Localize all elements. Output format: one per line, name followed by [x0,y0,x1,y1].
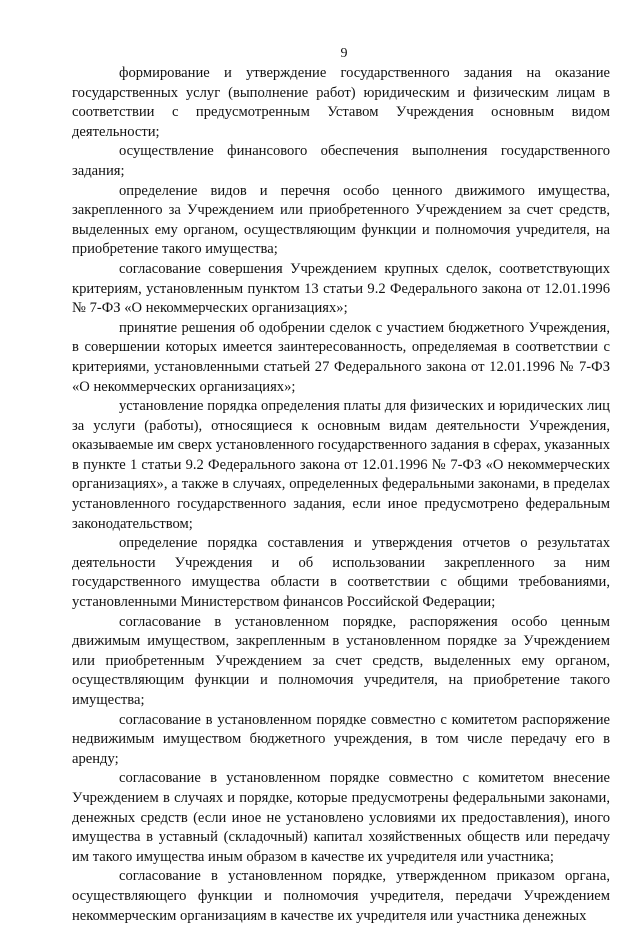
paragraph-reporting-procedure: определение порядка составления и утверждения отчетов о результатах деятельности Учреждения и об использовании закрепленного за ним государственного имущества области в соответствии с общими требованиями, установленными Министерством финансов Российской Федерации; [72,535,610,611]
paragraph-capital-contribution: согласование в установленном порядке совместно с комитетом внесение Учреждением в случаях и порядке, которые предусмотрены федеральными законами, денежных средств (если иное не установлено условиями их предоставления), иного имущества в уставный (складочный) капитал хозяйственных обществ или передачу им такого имущества иным образом в качестве их учредителя или участника; [72,770,610,865]
paragraph-fee-procedure: установление порядка определения платы для физических и юридических лиц за услуги (работы), относящиеся к основным видам деятельности Учреждения, оказываемые им сверх установленного государственного задания в сферах, указанных в пункте 1 статьи 9.2 Федерального закона от 12.01.1996 № 7-ФЗ «О некоммерческих организациях», а также в случаях, определенных федеральными законами, в пределах установленного государственного задания, если иное предусмотрено федеральным законодательством; [72,398,610,532]
paragraph-nonprofit-transfer: согласование в установленном порядке, утвержденном приказом органа, осуществляющего функции и полномочия учредителя, передачи Учреждением некоммерческим организациям в качестве их учредителя или участника денежных [72,868,610,924]
paragraph-financial-support: осуществление финансового обеспечения выполнения государственного задания; [72,143,610,179]
paragraph-state-assignment: формирование и утверждение государственного задания на оказание государственных услуг (выполнение работ) юридическим и физическим лицам в соответствии с предусмотренным Уставом Учреждения основным видом деятельности; [72,65,610,140]
page-number: 9 [340,46,348,61]
document-body [72,64,610,926]
paragraph-valuable-property: определение видов и перечня особо ценного движимого имущества, закрепленного за Учреждением или приобретенного Учреждением за счет средств, выделенных ему органом, осуществляющим функции и полномочия учредителя, на приобретение такого имущества; [72,182,610,258]
paragraph-interested-deals: принятие решения об одобрении сделок с участием бюджетного Учреждения, в совершении которых имеется заинтересованность, определяемая в соответствии с критериями, установленными статьей 27 Федерального закона от 12.01.1996 № 7-ФЗ «О некоммерческих организациях»; [72,319,610,395]
paragraph-major-deals: согласование совершения Учреждением крупных сделок, соответствующих критериям, установленным пунктом 13 статьи 9.2 Федерального закона от 12.01.1996 № 7-ФЗ «О некоммерческих организациях»; [72,260,610,317]
paragraph-movable-property-disposal: согласование в установленном порядке, распоряжения особо ценным движимым имуществом, закрепленным в установленном порядке за Учреждением или приобретенным Учреждением за счет средств, выделенных ему органом, осуществляющим функции и полномочия учредителя, на приобретение такого имущества; [72,613,610,708]
paragraph-real-estate-disposal: согласование в установленном порядке совместно с комитетом распоряжение недвижимым имуществом бюджетного учреждения, в том числе передачу его в аренду; [72,711,610,767]
